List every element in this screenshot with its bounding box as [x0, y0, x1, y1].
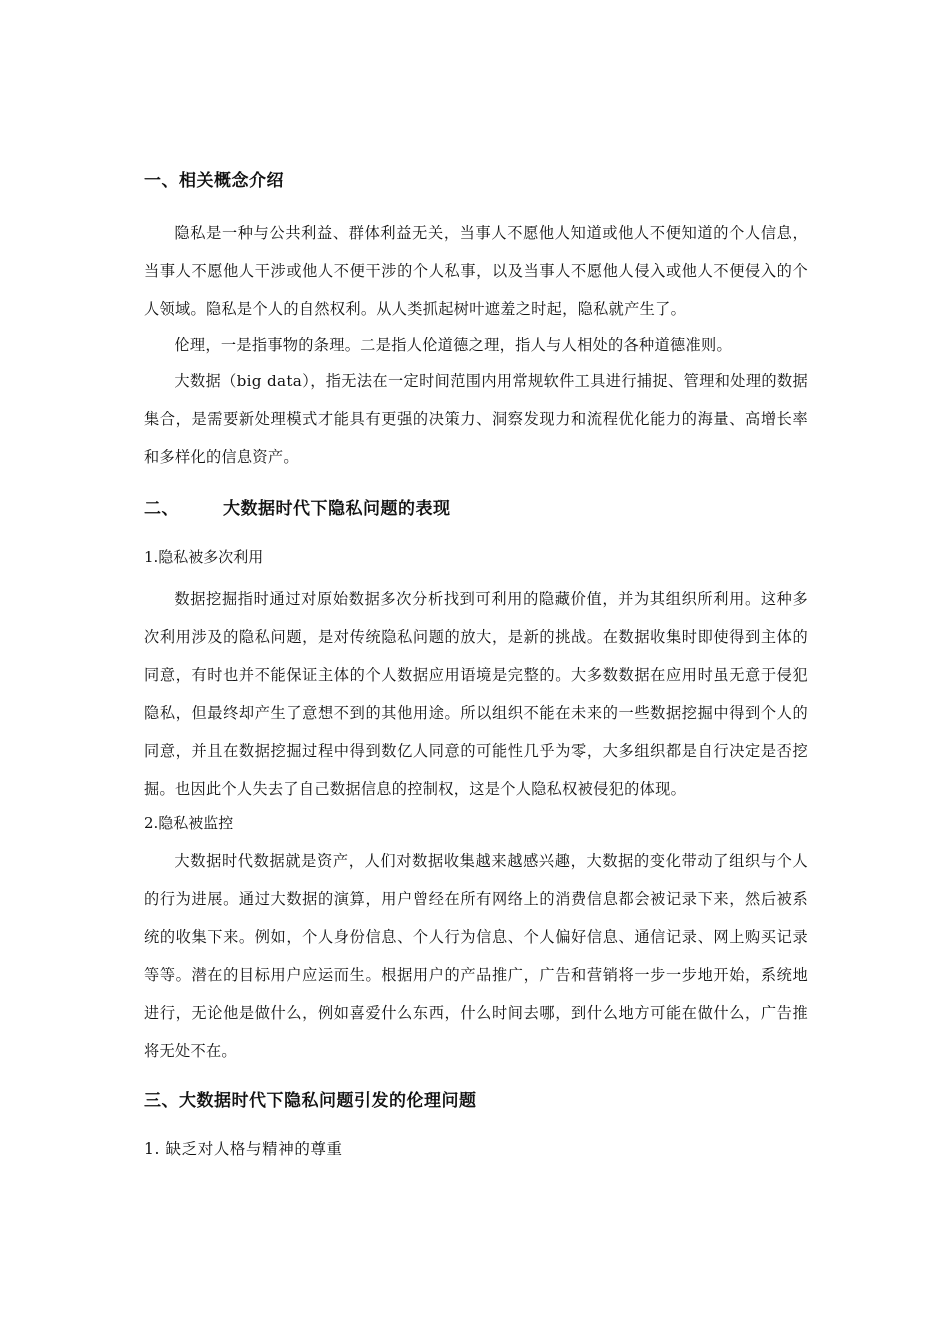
section-heading-2: [144, 496, 808, 522]
section-heading-1: 一、相关概念介绍: [144, 171, 284, 191]
paragraph-bigdata-definition: 大数据（big data），指无法在一定时间范围内用常规软件工具进行捕捉、管理和处理的数据集合，是需要新处理模式才能具有更强的决策力、洞察发现力和流程优化能力的海量、高增长率和多样化的信息资产。: [144, 372, 808, 466]
section-heading-3: 三、大数据时代下隐私问题引发的伦理问题: [144, 1091, 477, 1111]
paragraph-data-mining: 数据挖掘指时通过对原始数据多次分析找到可利用的隐藏价值，并为其组织所利用。这种多次利用涉及的隐私问题，是对传统隐私问题的放大，是新的挑战。在数据收集时即使得到主体的同意，有时也并不能保证主体的个人数据应用语境是完整的。大多数数据在应用时虽无意于侵犯隐私，但最终却产生了意想不到的其他用途。所以组织不能在未来的一些数据挖掘中得到个人的同意，并且在数据挖掘过程中得到数亿人同意的可能性几乎为零，大多组织都是自行决定是否挖掘。也因此个人失去了自己数据信息的控制权，这是个人隐私权被侵犯的体现。: [144, 590, 808, 798]
section-heading-2-text: 大数据时代下隐私问题的表现: [223, 499, 451, 519]
paragraph-ethics-definition: 伦理，一是指事物的条理。二是指人伦道德之理，指人与人相处的各种道德准则。: [174, 336, 732, 354]
subheading-privacy-reused: 1.隐私被多次利用: [144, 548, 264, 566]
section-heading-2-number: 二、: [144, 499, 179, 519]
document-body: [144, 168, 808, 1164]
subheading-privacy-monitored: 2.隐私被监控: [144, 814, 234, 832]
paragraph-privacy-definition: 隐私是一种与公共利益、群体利益无关，当事人不愿他人知道或他人不便知道的个人信息，当事人不愿他人干涉或他人不便干涉的个人私事，以及当事人不愿他人侵入或他人不便侵入的个人领域。隐私是个人的自然权利。从人类抓起树叶遮羞之时起，隐私就产生了。: [144, 224, 808, 318]
subheading-lack-of-respect: 1. 缺乏对人格与精神的尊重: [144, 1140, 343, 1158]
paragraph-data-assets: 大数据时代数据就是资产，人们对数据收集越来越感兴趣，大数据的变化带动了组织与个人的行为进展。通过大数据的演算，用户曾经在所有网络上的消费信息都会被记录下来，然后被系统的收集下来。例如，个人身份信息、个人行为信息、个人偏好信息、通信记录、网上购买记录等等。潜在的目标用户应运而生。根据用户的产品推广，广告和营销将一步一步地开始，系统地进行，无论他是做什么，例如喜爱什么东西，什么时间去哪，到什么地方可能在做什么，广告推将无处不在。: [144, 852, 808, 1060]
